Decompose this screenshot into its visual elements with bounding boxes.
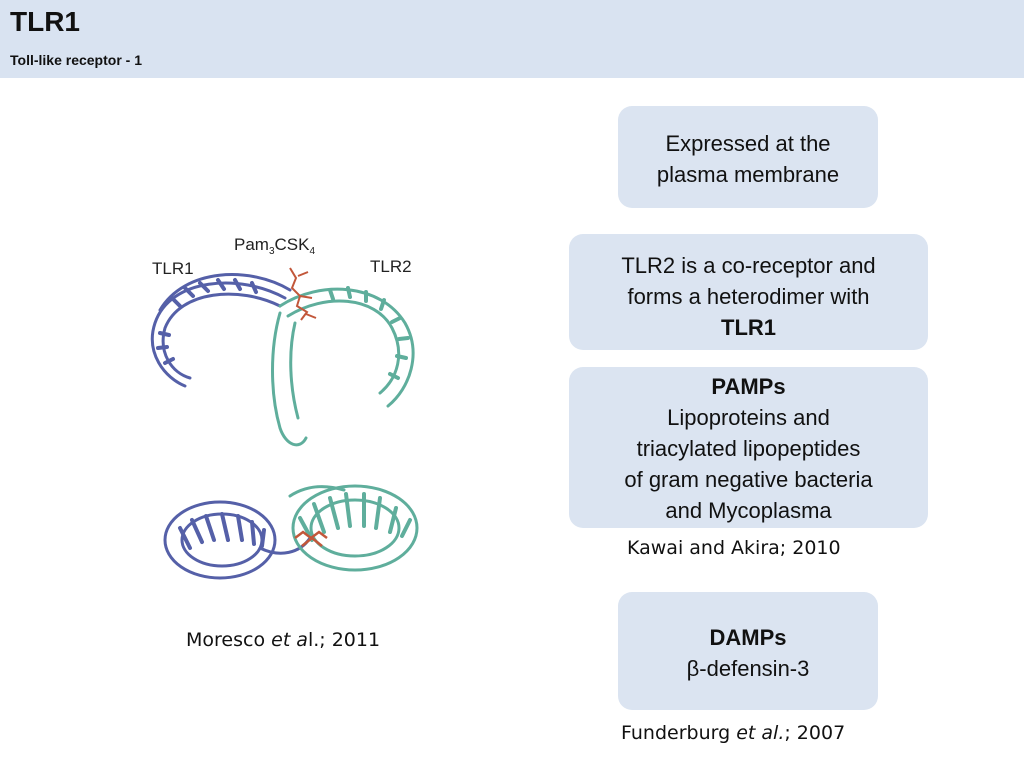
damps-heading: DAMPs bbox=[709, 625, 787, 650]
tlr2-bottom-ribbon bbox=[290, 486, 417, 570]
citation-moresco bbox=[186, 629, 380, 651]
box-line: forms a heterodimer with bbox=[627, 284, 870, 309]
tlr2-top-ribbon bbox=[273, 288, 414, 445]
citation-etal: et a bbox=[271, 629, 308, 651]
citation-year: ; 2007 bbox=[784, 722, 846, 744]
tlr2-label: TLR2 bbox=[370, 257, 412, 276]
citation-author: Funderburg bbox=[621, 722, 737, 744]
box-line: TLR2 is a co-receptor and bbox=[621, 253, 876, 278]
pamps-box bbox=[569, 367, 928, 528]
box-line: Lipoproteins and bbox=[667, 405, 830, 430]
box-line: triacylated lipopeptides bbox=[636, 436, 861, 461]
citation-etal: et al. bbox=[736, 722, 785, 744]
citation-author: Moresco bbox=[186, 629, 272, 651]
coreceptor-box bbox=[569, 234, 928, 350]
box-line: and Mycoplasma bbox=[665, 498, 832, 523]
box-line: plasma membrane bbox=[656, 162, 840, 187]
tlr1-top-ribbon bbox=[152, 275, 290, 386]
pamps-heading: PAMPs bbox=[711, 374, 786, 399]
box-line: β-defensin-3 bbox=[686, 656, 810, 681]
tlr1-label: TLR1 bbox=[152, 259, 194, 278]
box-line: of gram negative bacteria bbox=[624, 467, 873, 492]
tlr1-bottom-ribbon bbox=[165, 502, 310, 578]
tlr1-tlr2-structure-figure bbox=[130, 228, 460, 600]
slide-subtitle: Toll-like receptor - 1 bbox=[10, 52, 142, 68]
ligand-label: $Pam_3CSK_4$ bbox=[234, 235, 316, 257]
citation-funderburg bbox=[621, 722, 845, 744]
box-line: Expressed at the bbox=[665, 131, 831, 156]
damps-box bbox=[618, 592, 878, 710]
membrane-expression-box bbox=[618, 106, 878, 208]
slide-header bbox=[0, 0, 1024, 78]
slide-title: TLR1 bbox=[10, 6, 80, 37]
box-bold-line: TLR1 bbox=[721, 315, 776, 340]
citation-year: l.; 2011 bbox=[307, 629, 381, 651]
citation-kawai: Kawai and Akira; 2010 bbox=[627, 537, 841, 559]
